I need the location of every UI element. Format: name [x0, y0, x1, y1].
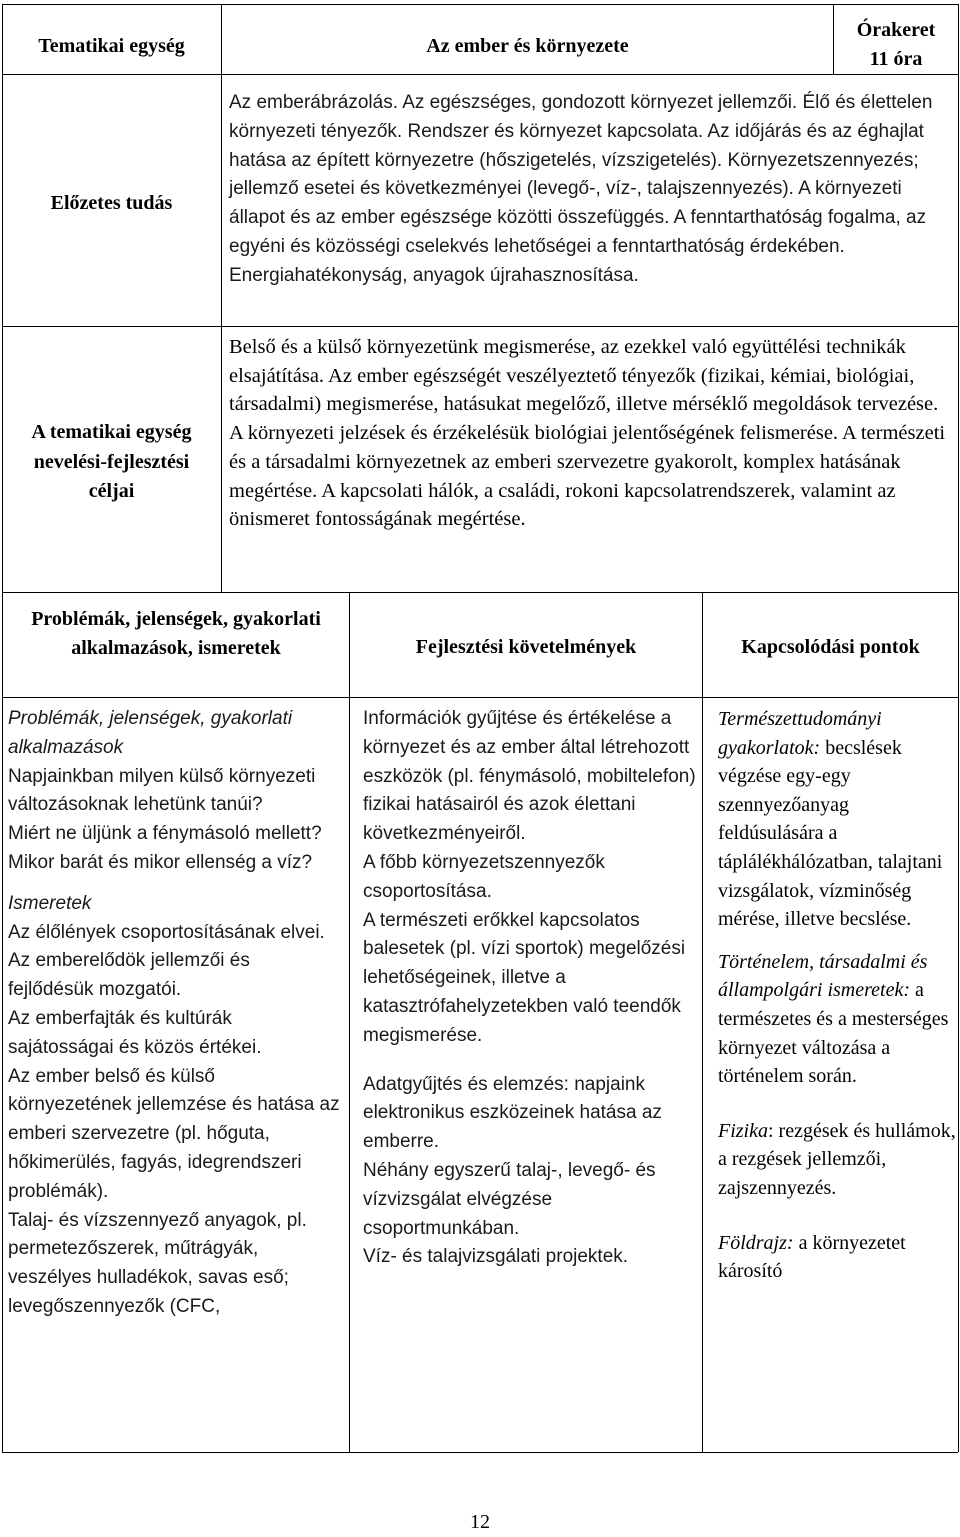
- problems-subheading: Problémák, jelenségek, gyakorlati alkalmazások: [8, 708, 293, 758]
- goals-bottom-border: [2, 592, 958, 593]
- connection-item: [718, 948, 956, 1091]
- table-top-border: [2, 4, 958, 5]
- table-right-border: [958, 4, 959, 1452]
- requirement-item: A természeti erőkkel kapcsolatos balesetek (pl. vízi sportok) megelőzési lehetőségeinek, illetve a katasztrófahelyzetekben való teendők megismerése.: [363, 909, 686, 1046]
- column-header-bottom-border: [2, 697, 958, 698]
- prior-knowledge-label: Előzetes tudás: [50, 192, 173, 214]
- prior-knowledge-text: Az emberábrázolás. Az egészséges, gondozott környezet jellemzői. Élő és élettelen környezeti tényezők. Rendszer és környezet kapcsolata. Az időjárás és az éghajlat hatása az épített környezetre (hőszigetelés, vízszigetelés). Környezetszennyezés; jellemző esetei és következményei (levegő-, víz-, talajszennyezés). A környezeti állapot és az ember egészsége közötti összefüggés. A fenntarthatóság fogalma, az egyéni és közösségi cselekvés lehetőségei a fenntarthatóság érdekében. Energiahatékonyság, anyagok újrahasznosítása.: [229, 92, 933, 286]
- knowledge-item: Talaj- és vízszennyező anyagok, pl. permetezőszerek, műtrágyák, veszélyes hulladékok, savas eső; levegőszennyezők (CFC,: [8, 1209, 307, 1317]
- goals-label: A tematikai egység nevelési-fejlesztési céljai: [31, 421, 192, 502]
- page-number: 12: [470, 1511, 490, 1533]
- connection-item: [718, 1229, 956, 1286]
- problem-question: Mikor barát és mikor ellenség a víz?: [8, 851, 313, 873]
- connection-text: a természetes és a mesterséges környezet változása a történelem során.: [718, 979, 949, 1088]
- column-header-connections: Kapcsolódási pontok: [741, 636, 920, 658]
- connection-subject: Természettudományi gyakorlatok:: [718, 708, 882, 759]
- content-column-divider-1: [349, 592, 350, 1452]
- knowledge-item: Az emberelődök jellemzői és fejlődésük mozgatói.: [8, 950, 250, 1001]
- prior-knowledge-bottom-border: [2, 326, 958, 327]
- unit-label: Tematikai egység: [38, 35, 185, 57]
- connections-column: [718, 705, 956, 1286]
- connection-item: [718, 1117, 956, 1203]
- content-column-divider-2: [702, 592, 703, 1452]
- requirement-item: Adatgyűjtés és elemzés: napjaink elektronikus eszközeinek hatása az emberre.: [363, 1073, 662, 1153]
- problems-column: [8, 705, 340, 1322]
- knowledge-item: Az emberfajták és kultúrák sajátosságai és közös értékei.: [8, 1007, 262, 1058]
- knowledge-item: Az élőlények csoportosításának elvei.: [8, 921, 325, 943]
- hours-label: Órakeret: [856, 19, 936, 41]
- column-header-problems: Problémák, jelenségek, gyakorlati alkalmazások, ismeretek: [31, 608, 321, 659]
- problem-question: Napjainkban milyen külső környezeti változásoknak lehetünk tanúi?: [8, 765, 316, 816]
- connection-text: a környezetet károsító: [718, 1231, 906, 1283]
- requirement-item: A főbb környezetszennyezők csoportosítása.: [363, 851, 605, 902]
- header-bottom-border: [2, 74, 958, 75]
- connection-text: becslések végzése egy-egy szennyezőanyag feldúsulására a táplálékhálózatban, talajtani vizsgálatok, vízminőség mérése, illetve becslése.: [718, 736, 943, 931]
- knowledge-item: Az ember belső és külső környezetének jellemzése és hatása az emberi szervezetre (pl. hőguta, hőkimerülés, fagyás, idegrendszeri problémák).: [8, 1065, 340, 1202]
- connection-item: [718, 705, 956, 934]
- hours-value: 11 óra: [869, 48, 923, 70]
- requirements-column: [363, 705, 697, 1272]
- goals-text: Belső és a külső környezetünk megismerése, az ezekkel való együttélési technikák elsajátítása. Az ember egészségét veszélyeztető tényezők (fizikai, kémiai, biológiai, társadalmi) megismerése, hatásukat megelőző, illetve mérséklő megoldások tervezése. A környezeti jelzések és érzékelésük biológiai jelentőségének felismerése. A természeti és a társadalmi környezetnek az emberi szervezetre gyakorolt, komplex hatásának megértése. A kapcsolati hálók, a családi, rokoni kapcsolatrendszerek, valamint az önismeret fontosságának megértése.: [229, 336, 946, 531]
- table-left-border: [2, 4, 3, 1452]
- knowledge-subheading: Ismeretek: [8, 892, 92, 914]
- connection-text: : rezgések és hullámok, a rezgések jellemzői, zajszennyezés.: [718, 1119, 956, 1199]
- connection-subject: Földrajz:: [718, 1231, 794, 1254]
- connection-subject: Fizika: [718, 1119, 768, 1142]
- label-column-divider: [221, 4, 222, 592]
- connection-subject: Történelem, társadalmi és állampolgári ismeretek:: [718, 950, 928, 1002]
- requirement-item: Víz- és talajvizsgálati projektek.: [363, 1246, 629, 1268]
- requirement-item: Információk gyűjtése és értékelése a környezet és az ember által létrehozott eszközök (pl. fénymásoló, mobiltelefon) fizikai hatásairól és azok élettani következményeiről.: [363, 708, 696, 845]
- requirement-item: Néhány egyszerű talaj-, levegő- és vízvizsgálat elvégzése csoportmunkában.: [363, 1159, 656, 1239]
- problem-question: Miért ne üljünk a fénymásoló mellett?: [8, 823, 322, 845]
- table-bottom-border: [2, 1452, 958, 1453]
- unit-title: Az ember és környezete: [426, 35, 629, 57]
- column-header-requirements: Fejlesztési követelmények: [415, 636, 637, 658]
